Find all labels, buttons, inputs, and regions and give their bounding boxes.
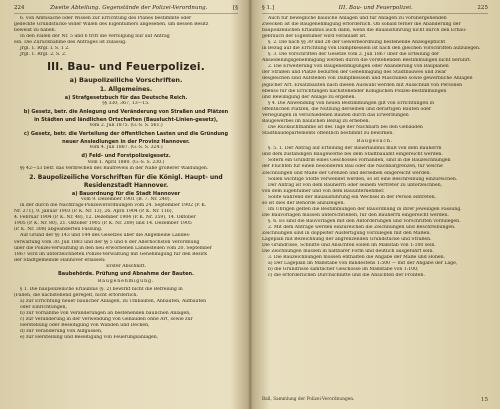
paragraph-label: Baugenehmigung. (97, 279, 155, 285)
law-item-title: c) Gesetz, betr. die Verteilung der öffentlichen Lasten und die Gründung (23, 131, 229, 138)
body-line: verwaltung vom 30. Juli 1883 und der §§ 5 und 6 der Allerhöchsten Verordnung (14, 239, 200, 245)
body-line: der Stadtgemeinde Hannover erlassen: (14, 257, 106, 263)
final-line: c) zur Veränderung in der Verwendung von Gebäuden ohne Art, sowie zur (20, 316, 193, 322)
right-page (252, 0, 500, 409)
gesuch-line: Die Zeichnungen müssen in haltbarer Form und deutlich ausgeführt sein. (262, 249, 434, 255)
final-line: e) zur Herstellung und Beseitigung von Feuerungsanlagen, (20, 334, 159, 340)
law-item-title: a) Strafgesetzbuch für das Deutsche Reich. (64, 94, 188, 101)
gesuch-line: Im Übrigen gelten die Bestimmungen der Bauordnung in ihrer jeweiligen Fassung. (268, 206, 462, 212)
body-line: Baugewerbes im baulichen Bezug zu erheben. (262, 118, 370, 124)
law-item-title: in Städten und ländlichen Ortschaften (Bauslucht-Linien-gesetz), (34, 116, 218, 123)
gesuch-line: 2. Mit dem Antrage werden einzureichen die Zeichnungen und Beschreibungen. (268, 224, 456, 230)
final-line: d) zur Veränderung von Aufgüssen, (20, 328, 103, 334)
right-page-number: 225 (477, 5, 488, 11)
chapter-title: Baubehörde. Prüfung und Abnahme der Bauten. (58, 270, 194, 277)
gesuch-line: c) die erforderlichen Durchschnitte und die Ansichten der Fronten. (268, 273, 425, 279)
law-item-ref: Vom 4. Juli 1887. (G.-S. S. 324.) (89, 145, 163, 151)
intro-line: beweist zu haben. (14, 28, 57, 34)
body-line: jeglicher Art. Ersatzbauten nach diesen Auswahl werden mit Ausschluß von Personen (262, 82, 463, 88)
sub-heading: a) Baupolizeiliche Vorschriften. (69, 76, 183, 85)
gesuch-line: Die Grundrisse, Schnitte und Ansichten sollen im Maßstab von 1:100 sein. (262, 243, 436, 249)
body-line: Auf Grund der §§ 143 und 144 des Gesetzes über die Allgemeine Landes- (20, 233, 191, 239)
final-line: Herstellung oder Beseitigung von Wänden und Decken, (20, 322, 150, 328)
law-item-title: d) Feld- und Forstpolizeigesetz. (81, 153, 171, 160)
body-line: gebrauch der Eigentümer wird veranlaßt ist. (262, 34, 367, 40)
final-line: § 1. Die baupolizeiliche Erlaubnis (§. 2) bewirkt nicht die Befreiung in (20, 286, 183, 292)
gesuch-line: Lageplan mit Bezeichnung der angrenzenden Grundstücke und Straßen. (262, 237, 432, 243)
section-heading-cont: Residenzstadt Hannover. (83, 182, 169, 190)
gesuch-line: von dem Eigentümer und von dem Bauunternehmer. (262, 188, 385, 194)
gesuch-line: b) die Grundrisse sämtlicher Geschosse im Maßstabe von 1:100, (268, 267, 419, 273)
body-line: 1905 (P. K. Nr. 80), 21. Oktober 1905 (P. K. Nr. 289) und 14. Dezember 1905 (14, 221, 192, 227)
law-item-title: neuer Ansiedlungen in der Provinz Hannover. (62, 138, 190, 145)
law-item-ref: §§ 330, 367, 13—15. (102, 101, 150, 107)
bauordnung-title: a) Bauordnung für die Stadt Hannover (71, 190, 181, 197)
section-heading: 1. Allgemeines. (99, 86, 153, 94)
gesuch-line: a) Der Lageplan im Maßstabe von mindestens 1:500 — mit der Angabe der Lage, (268, 261, 458, 267)
body-line: baupolizeilichen Erlaubnis auch dann, wenn die Bauausführung nicht durch den Erbau- (262, 28, 467, 34)
intro-line: gedeckte Grundstücke wider Willen des Eigentümers angesehen, um dessen Besitz (14, 22, 209, 28)
intro-line: ein. Die Zurücknahme des Antrages ist zulässig. (14, 40, 127, 46)
body-line: 2. Die Erweiterung von Baugenehmigungen oder Abänderung von Bauplänen (268, 64, 449, 70)
body-line: § 4. Die Anwendung von neuen Bestimmungen gilt von Errichtungen in (268, 100, 435, 106)
law-item-ref: §§ 42—53 betr. das Verbrechen des Baufrevels in der Nähe größerer Waldungen. (20, 165, 209, 171)
final-line: oder Einrichtungen, (20, 304, 67, 310)
gesuch-line: Sollte während der Bauausführung ein Wechsel in der Person eintreten, (268, 194, 436, 200)
body-line: öffentlichen Plätzen, die Nutzung derselben und derartigen Bauten oder (262, 106, 432, 112)
right-running-head (262, 5, 488, 14)
body-line: über die Polizei-Verwaltung in den neu erworbenen Landesteilen vom 20. September (14, 245, 212, 251)
gesuch-line: Der Antrag ist von dem Bauherrn oder seinem Vertreter zu unterzeichnen, (268, 182, 443, 188)
body-line: der Straßen und Plätze bedürfen der Genehmigung des Stadtbauwes und zwar (262, 70, 447, 76)
body-line: Die Rücksichtnahme ist des Tage der Nachbarn bei den Gebäuden (268, 124, 423, 130)
gesuch-line: Die Bauvorlagen müssen unterschrieben, für den Bauherrn eingereicht werden. (262, 212, 449, 218)
paragraph-label: Baugesuch. (356, 138, 394, 144)
body-line: Ansiedelungsgenehmigung werden durch die vorstehenden Bestimmungen nicht berührt. (262, 58, 472, 64)
body-line: in der durch die Nachtrags-Polizeiverordnungen vom 24. September 1902 (P. K. (20, 203, 207, 209)
bauordnung-date: vom 9. Dezember 1901 (B. 7. Nr. 240). (81, 197, 171, 203)
main-heading: III. Bau- und Feuerpolizei. (47, 61, 205, 74)
left-running-head (14, 5, 238, 14)
final-line: (Fällen, die nachstehend geregelt, nicht erforderlich. (14, 292, 138, 298)
left-page-number: 224 (14, 5, 25, 11)
section-heading: 2. Baupolizeiliche Vorschriften für die Königl. Haupt- und (29, 173, 223, 181)
right-section-marker: § 1.] (262, 5, 275, 11)
right-running-title: III. Bau- und Feuerpolizei. (338, 5, 413, 11)
law-item-ref: Vom 2. Juli 1875. (G.-S. S. 561.) (89, 123, 163, 129)
law-item-title: b) Gesetz, betr. die Anlegung und Veränderung von Straßen und Plätzen (23, 109, 229, 116)
body-line: ebenso für die Errichtungen nachstehender Königlichen Polizei-Bestimmungen (262, 88, 447, 94)
body-line: in Bezug auf die Errichtung von Dampfkesseln ist nach den gleichen Vorschriften aufzulegen. (262, 46, 481, 52)
right-footer (262, 397, 488, 403)
body-line: 4. Februar 1904 (P. K. Nr. 48), 12. Dezember 1904 (P. K. Nr. 359), 14. Oktober (14, 215, 196, 221)
gesuch-line: Zeichnungen und Maße der Grenzen und derselben eingereicht werden. (262, 170, 432, 176)
left-section-marker: [§ (233, 5, 238, 11)
gesuch-line: Sofern ein Grundriß eines Geschosses vorhanden, sind in die Bauzeichnungen (268, 158, 451, 164)
gesuch-line: der Fluchten für einen besonderen Bau oder die Nachbargrenzen, für welche (262, 164, 443, 170)
body-line: desgleichen sind Aufstellen von Dampfkesseln und Maschinen sowie gewerbliche Anlagen (262, 76, 473, 82)
law-item-ref: Vom 1. April 1880. (G.-S. S. 230.) (87, 159, 165, 165)
body-line: Nr. 271), 9. Januar 1903 (P. K. Nr. 13), 26. April 1904 (P. K. Nr. 116), (14, 209, 174, 215)
gesuch-line: §. 6. Es sind die Bauvorlagen mit den Anforderungen und Vorschriften vorzulegen. (268, 218, 461, 224)
body-line: Verlegungen in verschiedenen Bauten durch das Erwerbungen (262, 112, 409, 118)
gesuch-line: Sollen wichtige Stoffe verwendet werden, so ist eine Beschreibung einzureichen. (268, 176, 458, 182)
gesuch-line: Zeichnungen sind in doppelter Ausfertigung vorzulegen mit den Maßen. (262, 231, 431, 236)
intro-line: 6. von Amtssache oder Wissen zur Errichtung des Planes bestimmte oder (20, 16, 192, 21)
intro-line: Jrgl. 1. Rrgl. I. S. 1 2. (20, 46, 70, 52)
gesuch-line: §. 5. 1. Der Antrag auf Erteilung der Bauerlaubnis muß von dem Bauherrn (268, 146, 442, 152)
body-line: 1867 wird im unterzeichneten Polizei-Verwaltung mit Genehmigung für den Bezirk (14, 251, 208, 257)
footer-sheet-number: 15 (481, 397, 488, 403)
gesuch-line: 3. Die Bauzeichnungen müssen enthalten die Angabe der Maße und Höhen. (268, 255, 446, 261)
body-line: Stadtbaudepartements öffentlich bestimmt zu bewirken. (262, 130, 394, 136)
intro-line: Jrgl. 1. Rrgl. 2. S. 2. (20, 52, 67, 58)
gesuch-line: so ist dies der Behörde anzuzeigen. (262, 200, 345, 206)
gesuch-line: und dem zuständigen Baugewerbe bei dem Stadtbauamt eingereicht werden. (262, 152, 443, 158)
body-line: Zwecken ist die Baugenehmigung erforderlich. Ob sobald ferner die Abänderung der (262, 22, 461, 28)
intro-line: In den Fällen der Nr. 5 und 6 tritt die Verfolgung nur auf Antrag (20, 34, 170, 40)
body-line: (P. K. Nr. 308) abgeänderten Fassung. (14, 227, 103, 233)
body-line: §. 2. Die nach §§ 39 und 28 der Gewerbeordnung bestehende Anzeigepflicht (268, 40, 446, 46)
body-line: §. 3. Die Vorschriften der Gesetze vom 2. Juli 1867 über die Erteilung der (268, 52, 440, 58)
final-line: b) zur Vornahme von Veränderungen an bestehenden baulichen Anlagen, (20, 310, 191, 316)
left-page (0, 0, 248, 409)
left-running-title: Zweite Abteilung. Gegenstände der Polizei-Verordnung. (50, 5, 208, 11)
body-line: Auch für bewegliche bauliche Anlagen und für Anlagen zu vorübergehenden (268, 16, 447, 21)
final-line: a) zur Errichtung neuer baulicher Anlagen, zu Umbauten, Anbauten, Aufbauten (20, 298, 207, 304)
body-line: und Bewilligung der Anlage zu ergehen. (262, 94, 356, 100)
footer-signature: Ball, Sammlung der Polizei-Verordnungen. (262, 397, 355, 402)
chapter-label: Erster Abschnitt. (106, 263, 146, 269)
